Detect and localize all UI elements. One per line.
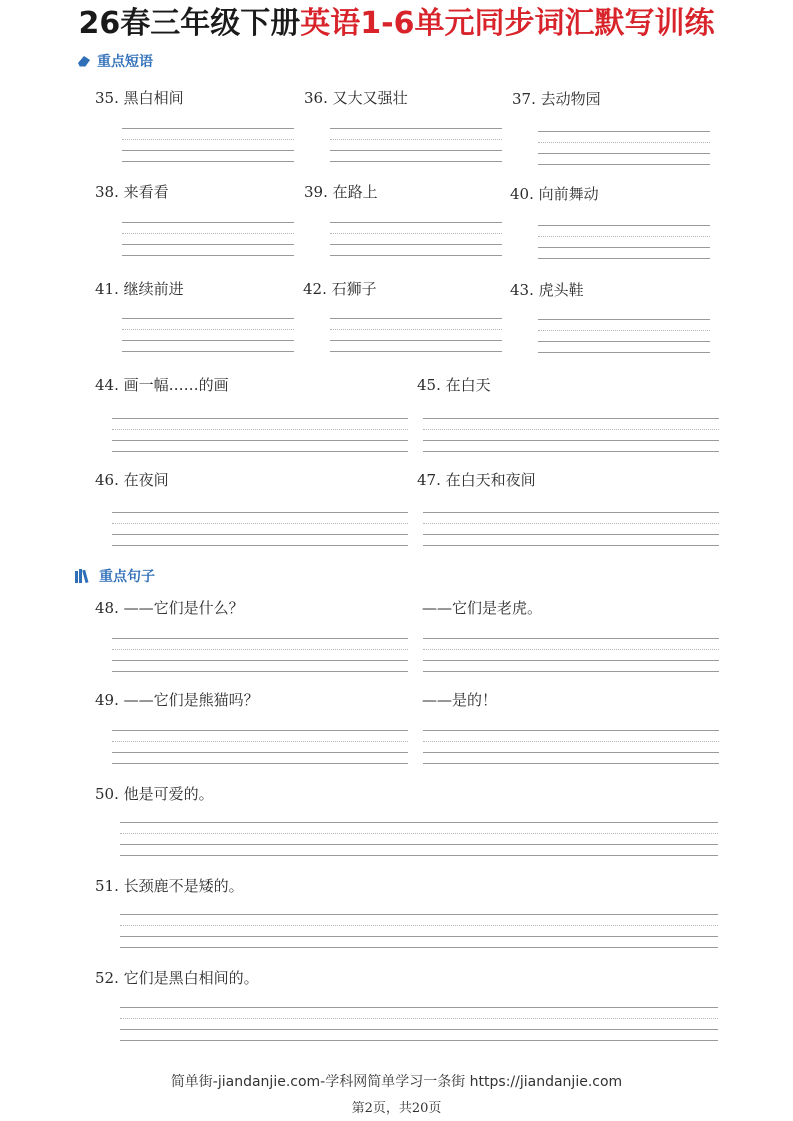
phrase-label: 36. 又大又强壮 <box>304 89 408 107</box>
phrase-item-40 <box>510 184 599 204</box>
phrase-label: 37. 去动物园 <box>512 90 601 108</box>
answer-lines[interactable] <box>538 225 710 269</box>
phrase-item-44 <box>95 375 229 395</box>
sentence-label: ——它们是老虎。 <box>422 599 543 617</box>
phrase-item-35 <box>95 88 184 108</box>
section-phrases-label: 重点短语 <box>97 54 153 70</box>
footer-site: 简单街-jiandanjie.com-学科网简单学习一条街 https://jiandanjie.com <box>170 1074 623 1090</box>
title-subject: 英语1-6单元同步词汇默写训练 <box>300 6 715 41</box>
sentence-item-50 <box>95 784 214 804</box>
phrase-item-41 <box>95 279 184 299</box>
sentence-label: ——是的！ <box>422 691 498 709</box>
books-icon <box>74 568 94 584</box>
section-phrases-heading <box>76 51 153 71</box>
answer-lines[interactable] <box>538 319 710 363</box>
answer-lines[interactable] <box>112 512 408 556</box>
answer-lines[interactable] <box>423 418 719 462</box>
answer-lines[interactable] <box>112 638 408 682</box>
sentence-label: 48. ——它们是什么？ <box>95 599 244 617</box>
answer-lines[interactable] <box>330 128 502 172</box>
phrase-item-36 <box>304 88 408 108</box>
sentence-item-49-q <box>95 690 259 710</box>
eraser-icon <box>76 54 92 68</box>
phrase-label: 39. 在路上 <box>304 183 378 201</box>
title-grade: 26春三年级下册 <box>78 6 301 41</box>
phrase-label: 45. 在白天 <box>417 376 491 394</box>
phrase-label: 44. 画一幅……的画 <box>95 376 229 394</box>
answer-lines[interactable] <box>423 638 719 682</box>
sentence-item-52 <box>95 968 259 988</box>
phrase-item-37 <box>512 89 601 109</box>
phrase-item-45 <box>417 375 491 395</box>
answer-lines[interactable] <box>423 512 719 556</box>
answer-lines[interactable] <box>112 418 408 462</box>
sentence-label: 49. ——它们是熊猫吗？ <box>95 691 259 709</box>
section-sentences-label: 重点句子 <box>99 569 155 585</box>
phrase-label: 40. 向前舞动 <box>510 185 599 203</box>
sentence-item-48-a <box>422 598 542 618</box>
phrase-label: 38. 来看看 <box>95 183 169 201</box>
phrase-label: 47. 在白天和夜间 <box>417 471 536 489</box>
answer-lines[interactable] <box>120 914 718 958</box>
phrase-item-42 <box>303 279 377 299</box>
answer-lines[interactable] <box>330 222 502 266</box>
answer-lines[interactable] <box>330 318 502 362</box>
answer-lines[interactable] <box>122 318 294 362</box>
answer-lines[interactable] <box>122 222 294 266</box>
page-title <box>0 4 793 44</box>
answer-lines[interactable] <box>122 128 294 172</box>
phrase-label: 35. 黑白相间 <box>95 89 184 107</box>
phrase-item-43 <box>510 280 584 300</box>
phrase-label: 41. 继续前进 <box>95 280 184 298</box>
phrase-label: 46. 在夜间 <box>95 471 169 489</box>
phrase-item-39 <box>304 182 378 202</box>
phrase-item-38 <box>95 182 169 202</box>
answer-lines[interactable] <box>112 730 408 774</box>
phrase-label: 43. 虎头鞋 <box>510 281 584 299</box>
sentence-label: 52. 它们是黑白相间的。 <box>95 969 259 987</box>
sentence-item-48-q <box>95 598 244 618</box>
answer-lines[interactable] <box>120 822 718 866</box>
section-sentences-heading <box>74 566 155 586</box>
answer-lines[interactable] <box>120 1007 718 1051</box>
sentence-label: 50. 他是可爱的。 <box>95 785 214 803</box>
answer-lines[interactable] <box>538 131 710 175</box>
sentence-item-49-a <box>422 690 497 710</box>
answer-lines[interactable] <box>423 730 719 774</box>
phrase-label: 42. 石狮子 <box>303 280 377 298</box>
sentence-label: 51. 长颈鹿不是矮的。 <box>95 877 244 895</box>
phrase-item-46 <box>95 470 169 490</box>
footer-page-number: 第2页，共20页 <box>351 1101 442 1116</box>
phrase-item-47 <box>417 470 536 490</box>
sentence-item-51 <box>95 876 244 896</box>
